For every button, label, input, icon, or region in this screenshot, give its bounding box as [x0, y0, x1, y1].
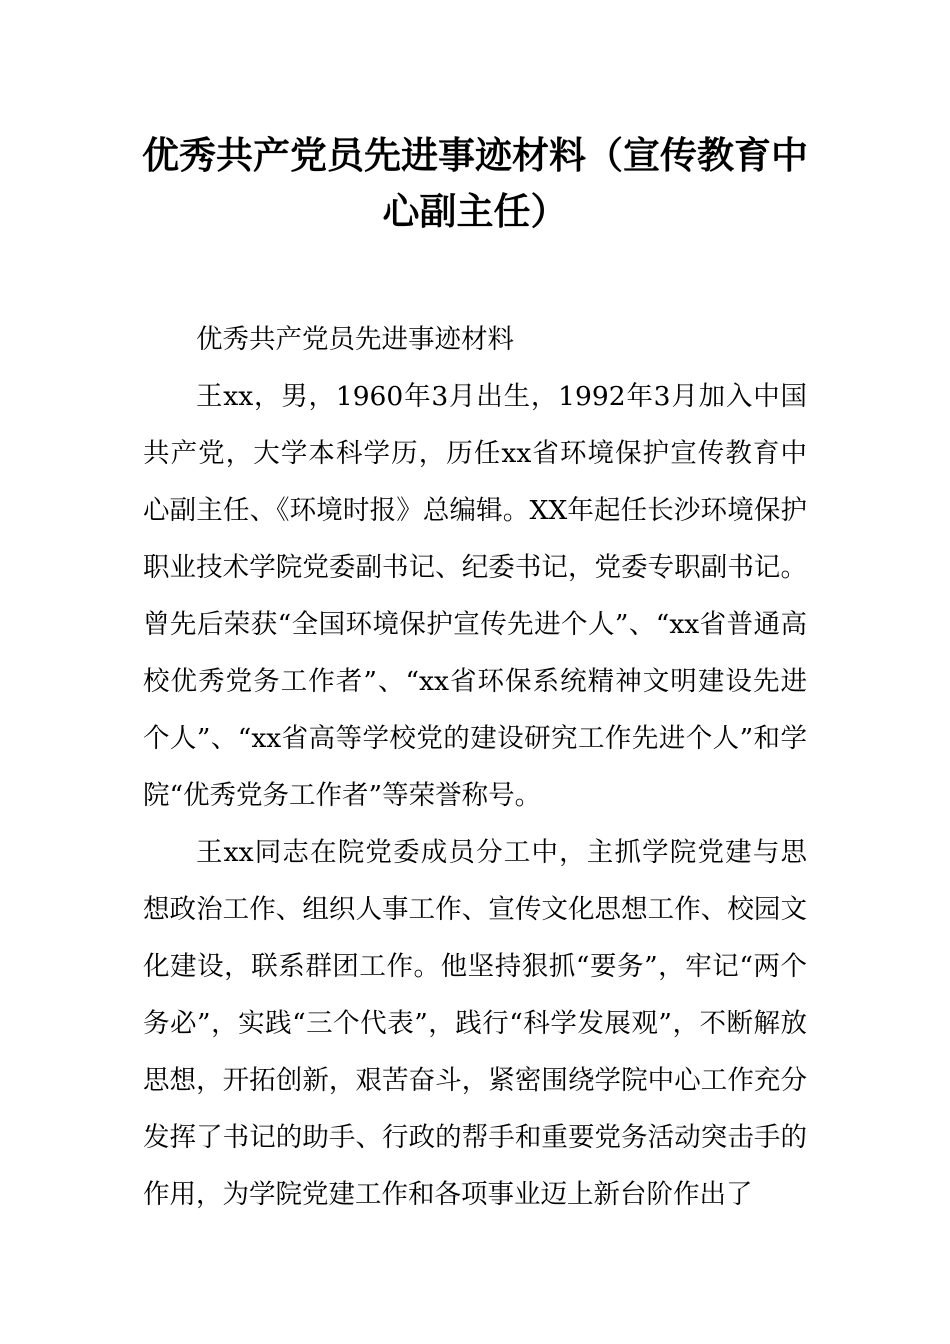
- document-title: 优秀共产党员先进事迹材料（宣传教育中心副主任）: [142, 134, 808, 233]
- body-paragraph: 王xx，男，1960年3月出生，1992年3月加入中国共产党，大学本科学历，历任xx省环境保护宣传教育中心副主任、《环境时报》总编辑。XX年起任长沙环境保护职业技术学院党委副书记、纪委书记，党委专职副书记。曾先后荣获“全国环境保护宣传先进个人”、“xx省普通高校优秀党务工作者”、“xx省环保系统精神文明建设先进个人”、“xx省高等学校党的建设研究工作先进个人”和学院“优秀党务工作者”等荣誉称号。: [143, 381, 807, 811]
- body-paragraph: 王xx同志在院党委成员分工中，主抓学院党建与思想政治工作、组织人事工作、宣传文化思想工作、校园文化建设，联系群团工作。他坚持狠抓“要务”，牢记“两个务必”，实践“三个代表”，践行“科学发展观”，不断解放思想，开拓创新，艰苦奋斗，紧密围绕学院中心工作充分发挥了书记的助手、行政的帮手和重要党务活动突击手的作用，为学院党建工作和各项事业迈上新台阶作出了: [143, 837, 807, 1210]
- document-body: [143, 311, 807, 1223]
- subtitle-paragraph: 优秀共产党员先进事迹材料: [196, 324, 514, 355]
